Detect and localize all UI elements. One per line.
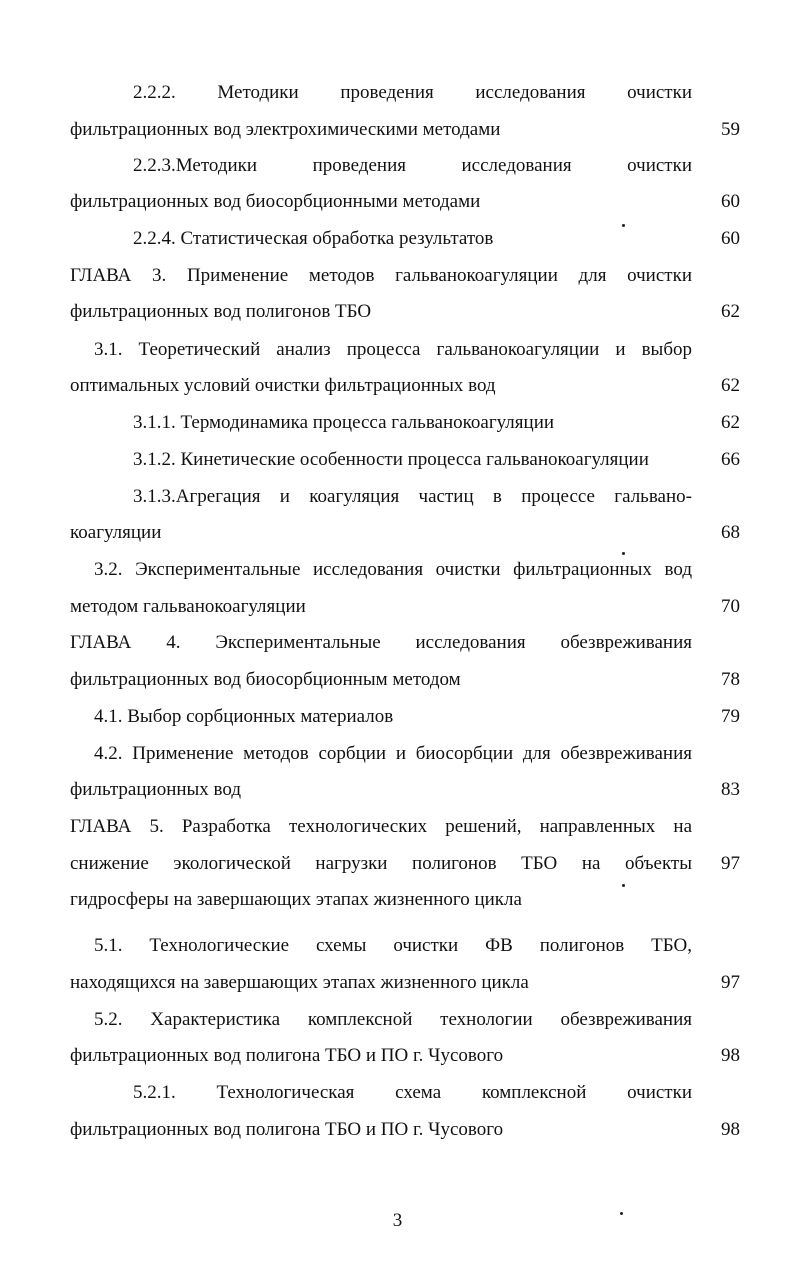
toc-entry-3-1-3-line1: 3.1.3.Агрегация и коагуляция частиц в процессе гальвано- [133,486,692,507]
toc-page-number: 62 [721,375,740,396]
scan-speck [622,884,625,887]
toc-entry-3-1-line1: 3.1. Теоретический анализ процесса гальванокоагуляции и выбор [94,339,692,360]
toc-page-number: 59 [721,119,740,140]
toc-chapter-4-line2: фильтрационных вод биосорбционным методом [70,669,461,690]
toc-page-number: 70 [721,596,740,617]
toc-page-number: 68 [721,522,740,543]
toc-page-number: 62 [721,301,740,322]
toc-chapter-3-line2: фильтрационных вод полигонов ТБО [70,301,372,322]
scan-speck [622,552,625,555]
toc-entry-5-2-1-line1: 5.2.1. Технологическая схема комплексной очистки [133,1082,692,1103]
toc-chapter-5-line1: ГЛАВА 5. Разработка технологических решений, направленных на [70,816,692,837]
toc-entry-4-2-line2: фильтрационных вод [70,779,242,800]
toc-entry-3-1-line2: оптимальных условий очистки фильтрационных вод [70,375,496,396]
toc-chapter-5-line2: снижение экологической нагрузки полигонов ТБО на объекты [70,853,692,874]
toc-entry-3-1-2: 3.1.2. Кинетические особенности процесса гальванокоагуляции [133,449,649,470]
toc-entry-3-1-3-line2: коагуляции [70,522,162,543]
toc-page-number: 60 [721,228,740,249]
scan-speck [620,1212,623,1215]
toc-entry-5-2-line1: 5.2. Характеристика комплексной технологии обезвреживания [94,1009,692,1030]
toc-entry-2-2-3-line1: 2.2.3.Методики проведения исследования очистки [133,155,692,176]
toc-page-number: 98 [721,1045,740,1066]
toc-page-number: 98 [721,1119,740,1140]
toc-page-number: 83 [721,779,740,800]
toc-entry-5-1-line1: 5.1. Технологические схемы очистки ФВ полигонов ТБО, [94,935,692,956]
toc-entry-5-2-1-line2: фильтрационных вод полигона ТБО и ПО г. Чусового [70,1119,504,1140]
toc-entry-4-2-line1: 4.2. Применение методов сорбции и биосорбции для обезвреживания [94,743,692,764]
toc-entry-2-2-2-line2: фильтрационных вод электрохимическими методами [70,119,501,140]
toc-entry-4-1: 4.1. Выбор сорбционных материалов [94,706,394,727]
toc-entry-3-2-line1: 3.2. Экспериментальные исследования очистки фильтрационных вод [94,559,692,580]
page-number: 3 [392,1210,403,1231]
toc-chapter-4-line1: ГЛАВА 4. Экспериментальные исследования обезвреживания [70,632,692,653]
scan-speck [622,224,625,227]
toc-page-number: 97 [721,853,740,874]
toc-entry-5-2-line2: фильтрационных вод полигона ТБО и ПО г. Чусового [70,1045,504,1066]
toc-entry-3-1-1: 3.1.1. Термодинамика процесса гальванокоагуляции [133,412,555,433]
toc-chapter-5-line3: гидросферы на завершающих этапах жизненного цикла [70,889,522,910]
toc-entry-2-2-4: 2.2.4. Статистическая обработка результатов [133,228,494,249]
toc-entry-2-2-3-line2: фильтрационных вод биосорбционными методами [70,191,481,212]
toc-entry-5-1-line2: находящихся на завершающих этапах жизненного цикла [70,972,529,993]
toc-chapter-3-line1: ГЛАВА 3. Применение методов гальванокоагуляции для очистки [70,265,692,286]
toc-page-number: 66 [721,449,740,470]
toc-entry-2-2-2-line1: 2.2.2. Методики проведения исследования очистки [133,82,692,103]
toc-page-number: 97 [721,972,740,993]
toc-page-number: 78 [721,669,740,690]
toc-page-number: 79 [721,706,740,727]
toc-entry-3-2-line2: методом гальванокоагуляции [70,596,306,617]
toc-page-number: 62 [721,412,740,433]
toc-page-number: 60 [721,191,740,212]
